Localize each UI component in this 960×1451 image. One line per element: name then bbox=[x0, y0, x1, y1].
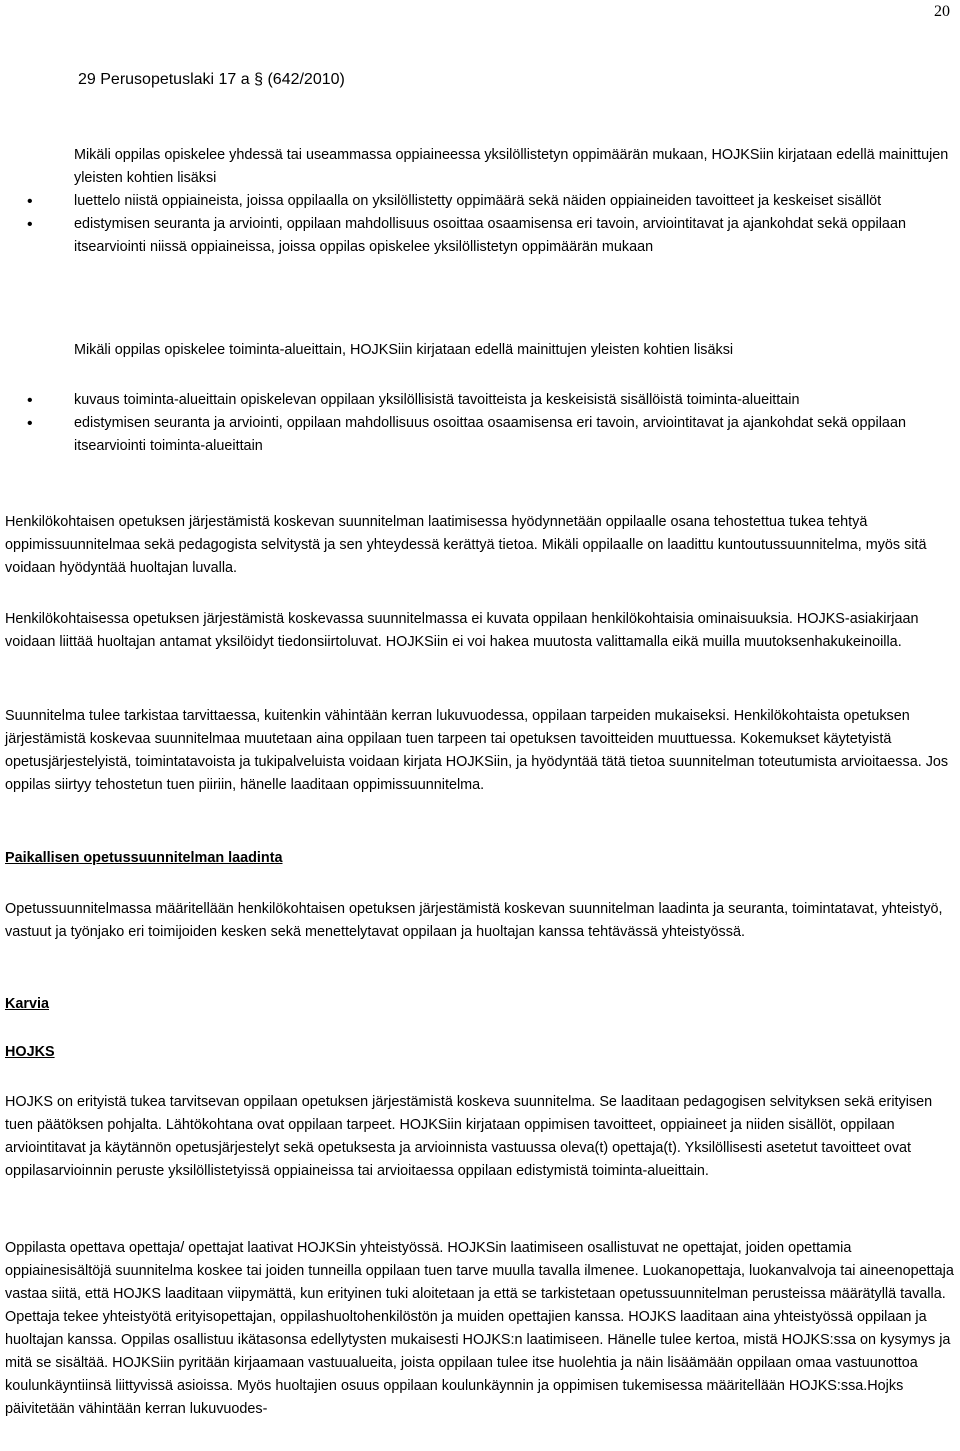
paragraph: Opetussuunnitelmassa määritellään henkilökohtaisen opetuksen järjestämistä koskevan suunnitelman laadinta ja seuranta, toimintatavat, yhteistyö, vastuut ja työnjako eri toimijoiden kesken sekä menettelytavat oppilaan ja huoltajan kanssa tehtävässä yhteistyössä. bbox=[5, 901, 943, 940]
paragraph: HOJKS on erityistä tukea tarvitsevan oppilaan opetuksen järjestämistä koskeva suunnitelma. Se laaditaan pedagogisen selvityksen sekä erityisen tuen päätöksen pohjalta. Lähtökohtana ovat oppilaan tarpeet. HOJKSiin kirjataan oppimisen tavoitteet, oppiaineet ja niiden sisällöt, oppilaan arviointitavat ja käytännön opetusjärjestelyt sekä opetuksesta ja arvioinnista vastuussa oleva(t) opettaja(t). Yksilöllisesti asetetut tavoitteet ovat oppilasarvioinnin peruste yksilöllistetyissä oppiaineissa tai arvioitaessa oppilaan edistymistä toiminta-alueittain. bbox=[5, 1094, 933, 1179]
section-heading: Karvia bbox=[5, 996, 50, 1012]
toiminta-bullet-list bbox=[0, 389, 950, 458]
oppimaara-bullet-list bbox=[0, 190, 950, 259]
section-heading: Paikallisen opetussuunnitelman laadinta bbox=[5, 850, 283, 866]
section-heading: HOJKS bbox=[5, 1044, 55, 1060]
list-item: • luettelo niistä oppiaineista, joissa oppilaalla on yksilöllistetty oppimäärä sekä näiden oppiaineiden tavoitteet ja keskeiset sisällöt bbox=[0, 190, 950, 213]
toiminta-intro: Mikäli oppilas opiskelee toiminta-alueittain, HOJKSiin kirjataan edellä mainittujen yleisten kohtien lisäksi bbox=[74, 342, 734, 358]
paragraph: Suunnitelma tulee tarkistaa tarvittaessa, kuitenkin vähintään kerran lukuvuodessa, oppilaan tarpeiden mukaiseksi. Henkilökohtaista opetuksen järjestämistä koskevaa suunnitelmaa muutetaan aina oppilaan tuen tarpeen tai opetuksen tavoitteiden muuttuessa. Kokemukset käytetyistä opetusjärjestelyistä, toimintatavoista ja tukipalveluista voidaan kirjata HOJKSiin, ja hyödyntää tätä tietoa suunnitelman toteutumista arvioitaessa. Jos oppilas siirtyy tehostetun tuen piiriin, hänelle laaditaan oppimissuunnitelma. bbox=[5, 708, 949, 793]
footnote: 29 Perusopetuslaki 17 a § (642/2010) bbox=[78, 71, 345, 88]
paragraph: Oppilasta opettava opettaja/ opettajat laativat HOJKSin yhteistyössä. HOJKSin laatimiseen osallistuvat ne opettajat, joiden opettamia oppiainesisältöjä suunnitelma koskee tai joiden tunneilla oppilaan tuen tarve muulla tavalla ilmenee. Luokanopettaja, luokanvalvoja tai aineenopettaja vastaa siitä, että HOJKS laaditaan viipymättä, kun erityinen tuki aloitetaan ja että se tarkistetaan opetussuunnitelman perusteissa määrätyllä tavalla. Opettaja tekee yhteistyötä erityisopettajan, oppilashuoltohenkilöstön ja muiden opettajien kanssa. HOJKS laaditaan aina yhteistyössä oppilaan ja huoltajan kanssa. Oppilas osallistuu ikätasonsa edellytysten mukaisesti HOJKS:n laatimiseen. Hänelle tulee kertoa, mistä HOJKS:ssa on kysymys ja mitä se sisältää. HOJKSiin pyritään kirjaamaan vastuualueita, joista oppilaan tulee itse huolehtia ja näin lisäämään oppilaan omaa vastuunottoa koulunkäyntiinsä liittyvissä asioissa. Myös huoltajien osuus oppilaan koulunkäynnin ja oppimisen tukemisessa määritellään HOJKS:ssa.Hojks päivitetään vähintään kerran lukuvuodes- bbox=[5, 1240, 954, 1417]
paragraph: Henkilökohtaisessa opetuksen järjestämistä koskevassa suunnitelmassa ei kuvata oppilaan henkilökohtaisia ominaisuuksia. HOJKS-asiakirjaan voidaan liittää huoltajan antamat yksilöidyt tiedonsiirtoluvat. HOJKSiin ei voi hakea muutosta valittamalla eikä muilla muutoksenhakukeinoilla. bbox=[5, 611, 919, 650]
oppimaara-intro: Mikäli oppilas opiskelee yhdessä tai useammassa oppiaineessa yksilöllistetyn oppimäärän mukaan, HOJKSiin kirjataan edellä mainittujen yleisten kohtien lisäksi bbox=[74, 147, 949, 186]
paragraph: Henkilökohtaisen opetuksen järjestämistä koskevan suunnitelman laatimisessa hyödynnetään oppilaalle osana tehostettua tukea tehtyä oppimissuunnitelmaa sekä pedagogista selvitystä ja sen yhteydessä kerättyä tietoa. Mikäli oppilaalle on laadittu kuntoutussuunnitelma, myös sitä voidaan hyödyntää huoltajan luvalla. bbox=[5, 514, 927, 576]
list-item: • edistymisen seuranta ja arviointi, oppilaan mahdollisuus osoittaa osaamisensa eri tavoin, arviointitavat ja ajankohdat sekä oppilaan itsearviointi niissä oppiaineissa, joissa oppilas opiskelee yksilöllistetyn oppimäärän mukaan bbox=[0, 213, 950, 259]
page-number: 20 bbox=[934, 3, 950, 20]
list-item: • edistymisen seuranta ja arviointi, oppilaan mahdollisuus osoittaa osaamisensa eri tavoin, arviointitavat ja ajankohdat sekä oppilaan itsearviointi toiminta-alueittain bbox=[0, 412, 950, 458]
list-item: • kuvaus toiminta-alueittain opiskelevan oppilaan yksilöllisistä tavoitteista ja keskeisistä sisällöistä toiminta-alueittain bbox=[0, 389, 950, 412]
